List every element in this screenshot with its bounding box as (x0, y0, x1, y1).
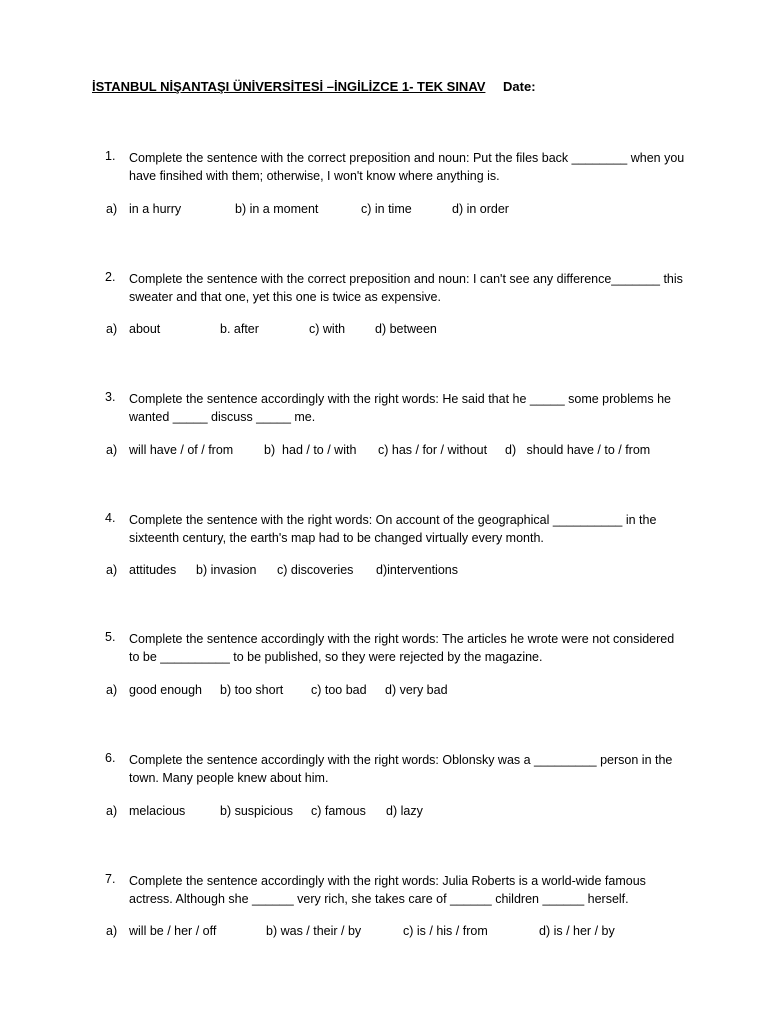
answer-options (0, 202, 768, 220)
option-d: d) in order (452, 202, 509, 216)
question-text: Complete the sentence accordingly with the right words: Oblonsky was a _________ person in the town. Many people knew about him. (129, 753, 673, 785)
option-a: will have / of / from (129, 443, 234, 457)
question-text: Complete the sentence accordingly with the right words: Julia Roberts is a world-wide famous actress. Although she ______ very rich, she takes care of ______ children ______ herself. (129, 874, 646, 906)
option-c: c) has / for / without (378, 443, 488, 457)
option-b: b) invasion (196, 563, 257, 577)
option-a: about (129, 322, 161, 336)
exam-header (92, 79, 536, 94)
option-a: good enough (129, 683, 202, 697)
answer-options (0, 322, 768, 340)
option-c: c) too bad (311, 683, 367, 697)
option-d: d)interventions (376, 563, 458, 577)
option-b: b) suspicious (220, 804, 293, 818)
option-d: d) should have / to / from (505, 443, 651, 457)
question-text: Complete the sentence with the correct preposition and noun: Put the files back ________ when you have finsihed with them; otherwise, I won't know where anything is. (129, 151, 685, 183)
answer-options (0, 563, 768, 581)
question-number: 7. (105, 872, 116, 886)
option-d: d) is / her / by (539, 924, 615, 938)
question-number: 1. (105, 149, 116, 163)
question-number: 6. (105, 751, 116, 765)
option-d: d) lazy (386, 804, 423, 818)
option-d: d) very bad (385, 683, 448, 697)
answer-options (0, 804, 768, 822)
option-a: will be / her / off (129, 924, 217, 938)
option-b: b) too short (220, 683, 284, 697)
question-text: Complete the sentence with the correct preposition and noun: I can't see any difference_______ this sweater and that one, yet this one is twice as expensive. (129, 272, 683, 304)
option-letter: a) (106, 924, 118, 938)
option-letter: a) (106, 443, 118, 457)
option-d: d) between (375, 322, 437, 336)
question-number: 5. (105, 630, 116, 644)
option-c: c) is / his / from (403, 924, 488, 938)
option-letter: a) (106, 683, 118, 697)
answer-options (0, 924, 768, 942)
answer-options (0, 443, 768, 461)
option-c: c) famous (311, 804, 366, 818)
exam-title: İSTANBUL NİŞANTAŞI ÜNİVERSİTESİ –İNGİLİZCE 1- TEK SINAV (92, 79, 486, 94)
option-b: b. after (220, 322, 259, 336)
answer-options (0, 683, 768, 701)
option-b: b) in a moment (235, 202, 319, 216)
option-letter: a) (106, 202, 118, 216)
option-c: c) discoveries (277, 563, 354, 577)
option-letter: a) (106, 563, 118, 577)
option-letter: a) (106, 804, 118, 818)
option-c: c) in time (361, 202, 412, 216)
question-number: 4. (105, 511, 116, 525)
option-a: in a hurry (129, 202, 182, 216)
option-c: c) with (309, 322, 346, 336)
question-text: Complete the sentence accordingly with the right words: The articles he wrote were not considered to be __________ to be published, so they were rejected by the magazine. (129, 632, 675, 664)
question-text: Complete the sentence with the right words: On account of the geographical __________ in the sixteenth century, the earth's map had to be changed virtually every month. (129, 513, 657, 545)
option-a: attitudes (129, 563, 177, 577)
option-letter: a) (106, 322, 118, 336)
option-b: b) was / their / by (266, 924, 362, 938)
question-text: Complete the sentence accordingly with the right words: He said that he _____ some problems he wanted _____ discuss _____ me. (129, 392, 671, 424)
question-number: 2. (105, 270, 116, 284)
option-a: melacious (129, 804, 186, 818)
date-label: Date: (503, 79, 536, 94)
option-b: b) had / to / with (264, 443, 357, 457)
question-number: 3. (105, 390, 116, 404)
